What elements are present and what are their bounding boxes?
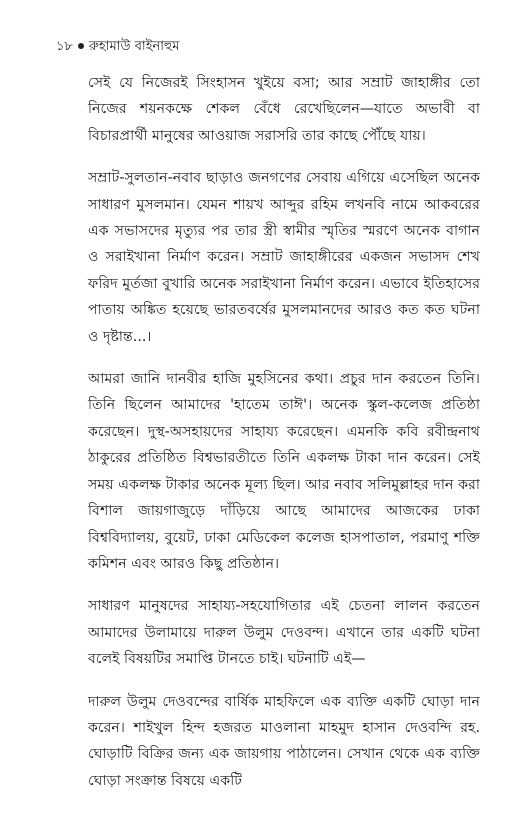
running-header <box>56 38 180 56</box>
paragraph: সাধারণ মানুষদের সাহায্য-সহযোগিতার এই চেতনা লালন করতেন আমাদের উলামায়ে দারুল উলুম দেওবন্দ। এখানে তার একটি ঘটনা বলেই বিষয়টির সমাপ্তি টানতে চাই। ঘটনাটি এই— <box>88 598 480 668</box>
body-text <box>88 70 480 794</box>
bullet-separator-icon <box>78 43 84 49</box>
paragraph: সম্রাট-সুলতান-নবাব ছাড়াও জনগণের সেবায় এগিয়ে এসেছিল অনেক সাধারণ মুসলমান। যেমন শায়খ আব্দুর রহিম লখনবি নামে আকবরের এক সভাসদের মৃত্যুর পর তার স্ত্রী স্বামীর স্মৃতির স্মরণে অনেক বাগান ও সরাইখানা নির্মাণ করেন। সম্রাট জাহাঙ্গীরের একজন সভাসদ শেখ ফরিদ মুর্তজা বুখারি অনেক সরাইখানা নির্মাণ করেন। এভাবে ইতিহাসের পাতায় অঙ্কিত হয়েছে ভারতবর্ষের মুসলমানদের আরও কত কত ঘটনা ও দৃষ্টান্ত...। <box>88 170 480 345</box>
paragraph: সেই যে নিজেরই সিংহাসন খুইয়ে বসা; আর সম্রাট জাহাঙ্গীর তো নিজের শয়নকক্ষে শেকল বেঁধে রেখেছিলেন—যাতে অভাবী বা বিচারপ্রার্থী মানুষের আওয়াজ সরাসরি তার কাছে পৌঁছে যায়। <box>88 75 480 144</box>
book-title: রুহামাউ বাইনাহুম <box>88 39 180 54</box>
page-number: ১৮ <box>56 39 73 54</box>
paragraph: দারুল উলুম দেওবন্দের বার্ষিক মাহফিলে এক ব্যক্তি একটি ঘোড়া দান করেন। শাইখুল হিন্দ হজরত মাওলানা মাহমুদ হাসান দেওবন্দি রহ. ঘোড়াটি বিক্রির জন্য এক জায়গায় পাঠালেন। সেখান থেকে এক ব্যক্তি ঘোড়া সংক্রান্ত বিষয়ে একটি <box>88 693 480 789</box>
paragraph: আমরা জানি দানবীর হাজি মুহসিনের কথা। প্রচুর দান করতেন তিনি। তিনি ছিলেন আমাদের 'হাতেম তাঈ'। অনেক স্কুল-কলেজ প্রতিষ্ঠা করেছেন। দুস্থ-অসহায়দের সাহায্য করেছেন। এমনকি কবি রবীন্দ্রনাথ ঠাকুরের প্রতিষ্ঠিত বিশ্বভারতীতে তিনি একলক্ষ টাকা দান করেন। সেই সময় একলক্ষ টাকার অনেক মূল্য ছিল। আর নবাব সলিমুল্লাহর দান করা বিশাল জায়গাজুড়ে দাঁড়িয়ে আছে আমাদের আজকের ঢাকা বিশ্ববিদ্যালয়, বুয়েট, ঢাকা মেডিকেল কলেজ হাসপাতাল, পরমাণু শক্তি কমিশন এবং আরও কিছু প্রতিষ্ঠান। <box>88 371 480 572</box>
